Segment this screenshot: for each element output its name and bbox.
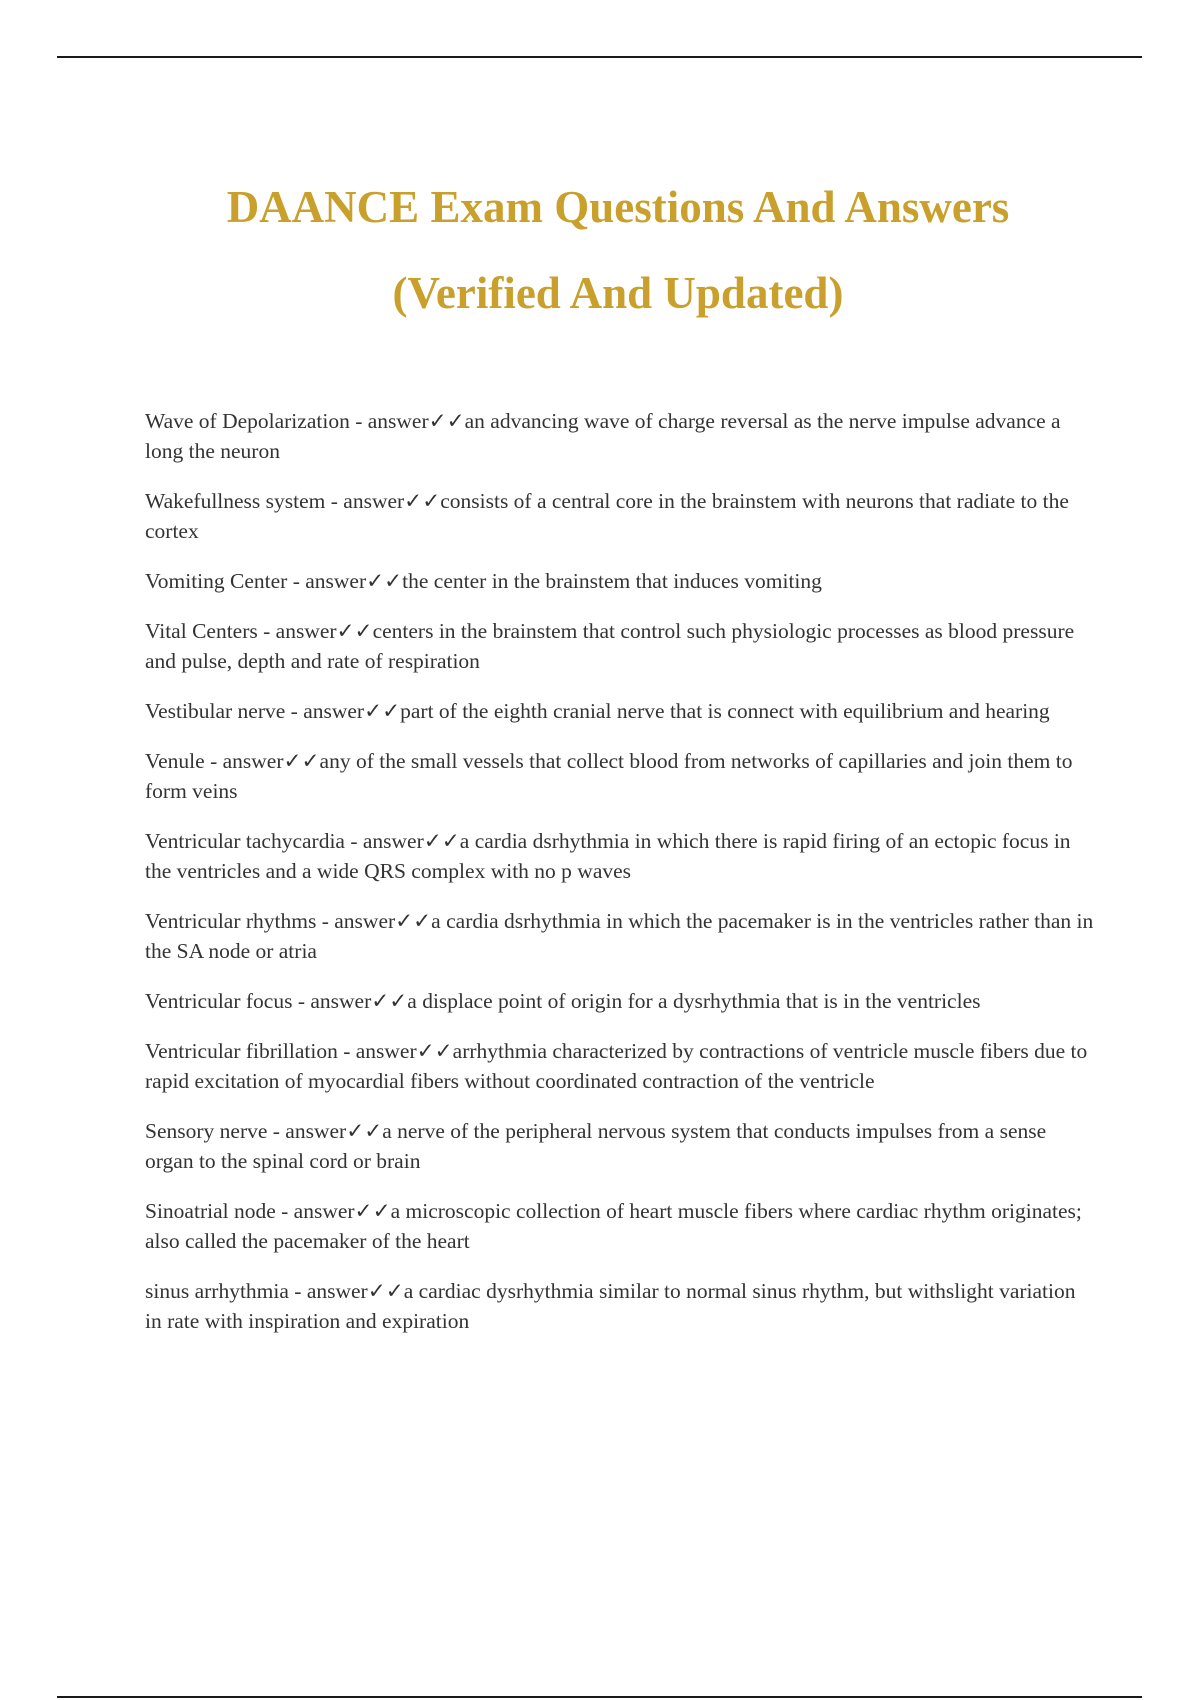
qa-entry: Sensory nerve - answer✓✓a nerve of the peripheral nervous system that conducts impulses from a sense organ to the spinal cord or brain (145, 1119, 1047, 1173)
top-rule (57, 56, 1142, 58)
qa-entry: Vital Centers - answer✓✓centers in the brainstem that control such physiologic processes as blood pressure and pulse, depth and rate of respiration (145, 619, 1075, 673)
qa-entry: Vomiting Center - answer✓✓the center in the brainstem that induces vomiting (145, 569, 822, 593)
qa-entry: Sinoatrial node - answer✓✓a microscopic collection of heart muscle fibers where cardiac rhythm originates; also called the pacemaker of the heart (145, 1199, 1082, 1253)
title-line-1: DAANCE Exam Questions And Answers (226, 182, 1010, 232)
qa-entry: sinus arrhythmia - answer✓✓a cardiac dysrhythmia similar to normal sinus rhythm, but withslight variation in rate with inspiration and expiration (145, 1279, 1076, 1333)
qa-entries (145, 406, 1095, 1356)
qa-entry: Venule - answer✓✓any of the small vessels that collect blood from networks of capillaries and join them to form veins (145, 749, 1073, 803)
qa-entry: Ventricular rhythms - answer✓✓a cardia dsrhythmia in which the pacemaker is in the ventricles rather than in the SA node or atria (145, 909, 1094, 963)
document-title (0, 164, 1200, 336)
qa-entry: Vestibular nerve - answer✓✓part of the eighth cranial nerve that is connect with equilibrium and hearing (145, 699, 1050, 723)
qa-entry: Ventricular tachycardia - answer✓✓a cardia dsrhythmia in which there is rapid firing of an ectopic focus in the ventricles and a wide QRS complex with no p waves (145, 829, 1071, 883)
bottom-rule (57, 1696, 1142, 1698)
qa-entry: Wave of Depolarization - answer✓✓an advancing wave of charge reversal as the nerve impulse advance a long the neuron (145, 409, 1061, 463)
title-line-2: (Verified And Updated) (392, 268, 844, 318)
qa-entry: Ventricular focus - answer✓✓a displace point of origin for a dysrhythmia that is in the ventricles (145, 989, 981, 1013)
qa-entry: Wakefullness system - answer✓✓consists of a central core in the brainstem with neurons that radiate to the cortex (145, 489, 1069, 543)
qa-entry: Ventricular fibrillation - answer✓✓arrhythmia characterized by contractions of ventricle muscle fibers due to rapid excitation of myocardial fibers without coordinated contraction of the ventricle (145, 1039, 1088, 1093)
